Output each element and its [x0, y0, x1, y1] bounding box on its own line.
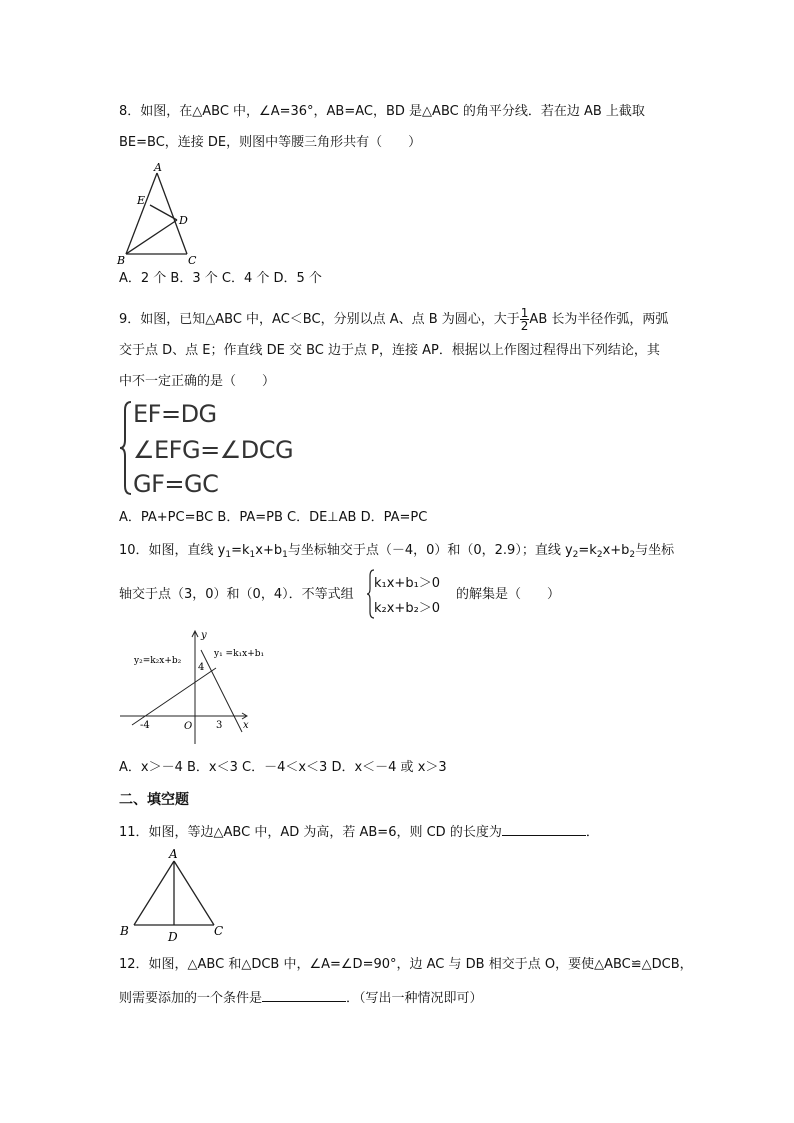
q10-line1-a: 10．如图，直线 y [119, 543, 226, 558]
q10-sub5: 2 [596, 550, 603, 560]
q11-label-d: D [168, 930, 178, 944]
q8-line2: BE=BC，连接 DE，则图中等腰三角形共有（ ） [119, 135, 422, 150]
q10-ineq-1: k₁x+b₁＞0 [374, 576, 441, 591]
q10-line1-d: 与坐标轴交于点（－4，0）和（0，2.9）；直线 y [287, 543, 573, 558]
q10-options: A．x＞－4 B．x＜3 C．－4＜x＜3 D．x＜－4 或 x＞3 [119, 760, 447, 775]
q8-figure [112, 160, 212, 268]
q12-answer-blank[interactable] [262, 989, 346, 1002]
q10-sub2: 1 [249, 550, 256, 560]
q12-line2-a: 则需要添加的一个条件是 [119, 991, 263, 1006]
q11-label-c: C [214, 924, 224, 938]
q9-options: A．PA+PC=BC B．PA=PB C．DE⊥AB D．PA=PC [119, 510, 428, 525]
q9-frac-num: 1 [520, 306, 529, 320]
q10-label-4: 4 [198, 662, 205, 673]
q11-answer-blank[interactable] [502, 823, 586, 836]
q12-line1: 12．如图，△ABC 和△DCB 中，∠A=∠D=90°，边 AC 与 DB 相交于点 O，要使△ABC≌△DCB， [119, 957, 693, 972]
q10-line1-c: x+b [255, 543, 283, 558]
q9-system-image [119, 398, 294, 498]
q10-line1-e: =k [578, 543, 597, 558]
q9-line1-a: 9．如图，已知△ABC 中，AC＜BC，分别以点 A、点 B 为圆心，大于 [119, 312, 520, 327]
q12-line2 [119, 989, 483, 1007]
q9-frac-den: 2 [520, 319, 529, 333]
q8-line1: 8．如图，在△ABC 中，∠A=36°，AB=AC，BD 是△ABC 的角平分线．若在边 AB 上截取 [119, 104, 645, 119]
q10-label-y1: y₁ =k₁x+b₁ [214, 649, 265, 659]
q11-label-b: B [120, 924, 129, 938]
q8-label-c: C [188, 254, 197, 267]
q9-line1-b: AB 长为半径作弧，两弧 [529, 312, 669, 327]
q11-text: 11．如图，等边△ABC 中，AD 为高，若 AB=6，则 CD 的长度为 [119, 825, 502, 840]
q11-label-a: A [169, 847, 178, 861]
q8-label-e: E [137, 194, 146, 207]
q10-ineq-2: k₂x+b₂＞0 [374, 601, 441, 616]
q10-label-3: 3 [216, 720, 223, 731]
q10-sub3: 1 [282, 550, 288, 560]
q10-label-neg4: -4 [140, 720, 150, 731]
q10-label-y2: y₂=k₂x+b₂ [134, 656, 182, 666]
q10-origin: O [184, 721, 193, 732]
q10-axis-y: y [201, 630, 207, 641]
q10-sub1: 1 [225, 550, 232, 560]
q10-line2-b: 的解集是（ ） [456, 587, 561, 602]
q9-line1 [119, 307, 668, 332]
q10-graph [118, 628, 265, 746]
q10-line1-g: 与坐标 [635, 543, 675, 558]
q10-inequality-system [366, 568, 456, 620]
q10-axis-x: x [243, 720, 249, 731]
q10-sub4: 2 [572, 550, 579, 560]
q9-system-row-3: GF=GC [133, 470, 219, 498]
q11-end: ． [585, 825, 599, 840]
q8-label-a: A [154, 161, 162, 174]
q10-line1 [119, 543, 674, 563]
q9-fraction [520, 307, 530, 332]
section-title-fill-in: 二、填空题 [119, 792, 189, 808]
q10-line1-b: =k [231, 543, 250, 558]
q11-line [119, 823, 599, 841]
q12-line2-b: ．（写出一种情况即可） [346, 991, 483, 1006]
q9-system-row-1: EF=DG [133, 400, 217, 428]
q10-line1-f: x+b [602, 543, 630, 558]
q9-line2: 交于点 D、点 E；作直线 DE 交 BC 边于点 P，连接 AP．根据以上作图过程得出下列结论，其 [119, 343, 660, 358]
q8-label-d: D [179, 214, 188, 227]
q9-system-row-2: ∠EFG=∠DCG [133, 436, 294, 464]
q10-sub6: 2 [629, 550, 636, 560]
q10-line2-a: 轴交于点（3，0）和（0，4）．不等式组 [119, 587, 354, 602]
q11-figure [112, 846, 232, 946]
q8-options: A．2 个 B．3 个 C．4 个 D．5 个 [119, 271, 322, 286]
q9-line3: 中不一定正确的是（ ） [119, 374, 276, 389]
q8-label-b: B [117, 254, 126, 267]
